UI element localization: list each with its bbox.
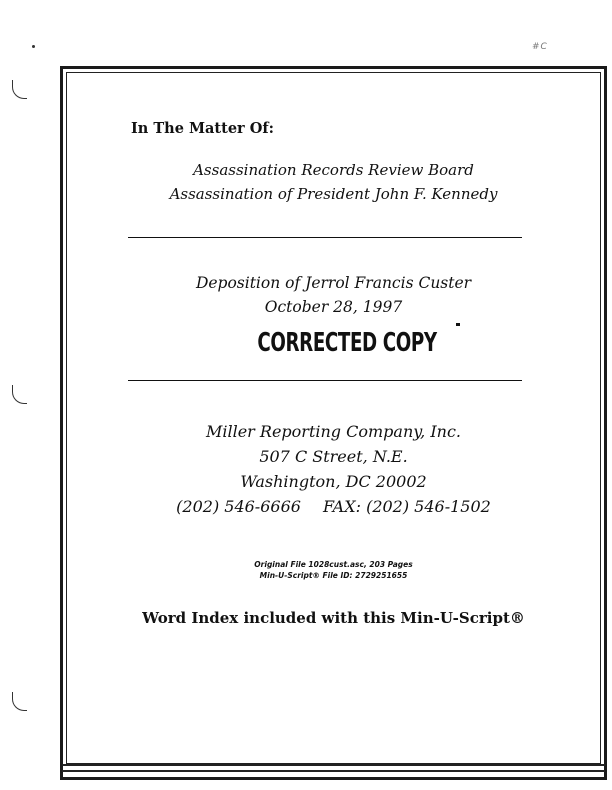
binder-hole-middle (12, 385, 27, 404)
page-frame-bottom (62, 764, 605, 772)
reporter-street: 507 C Street, N.E. (259, 447, 408, 466)
reporter-fax: FAX: (202) 546-1502 (322, 497, 491, 516)
board-name: Assassination Records Review Board (193, 161, 474, 179)
reporter-phones (66, 497, 601, 516)
scan-mark: #C (532, 42, 548, 52)
scan-speck-2 (456, 323, 460, 326)
reporter-company: Miller Reporting Company, Inc. (205, 422, 462, 441)
binder-hole-bottom (12, 692, 27, 711)
file-info-original: Original File 1028cust.asc, 203 Pages (254, 560, 413, 569)
binder-hole-top (12, 80, 27, 99)
file-info-id: Min-U-Script® File ID: 2729251655 (259, 571, 408, 580)
divider-top (128, 237, 522, 238)
reporter-city: Washington, DC 20002 (240, 472, 427, 491)
deposition-title: Deposition of Jerrol Francis Custer (195, 274, 472, 292)
deposition-date: October 28, 1997 (264, 298, 403, 316)
word-index-note: Word Index included with this Min-U-Script® (142, 609, 525, 627)
case-name: Assassination of President John F. Kennedy (169, 185, 498, 203)
corrected-copy-stamp: CORRECTED COPY (257, 328, 437, 358)
matter-heading: In The Matter Of: (131, 120, 274, 137)
scan-speck (32, 45, 35, 48)
reporter-phone: (202) 546-6666 (176, 497, 301, 516)
divider-bottom (128, 380, 522, 381)
